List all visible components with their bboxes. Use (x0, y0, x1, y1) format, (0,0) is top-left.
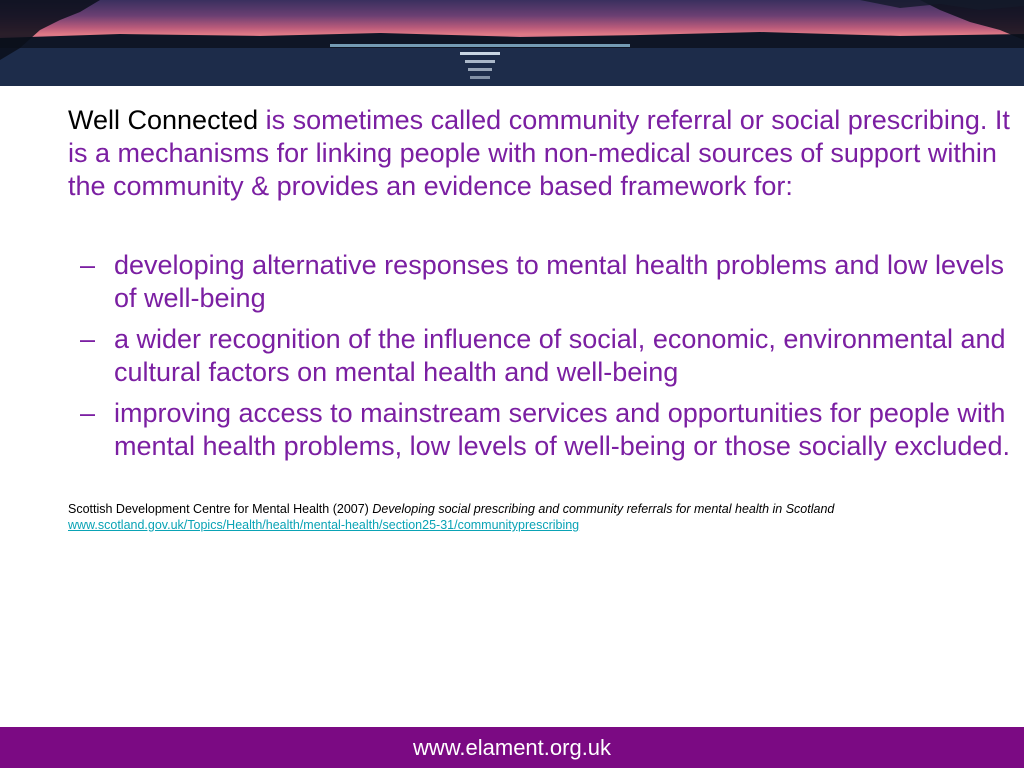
intro-paragraph (68, 104, 1013, 203)
citation-source: Scottish Development Centre for Mental Health (2007) (68, 502, 373, 516)
bullet-dash: – (80, 250, 96, 280)
citation-title: Developing social prescribing and community referrals for mental health in Scotland (372, 502, 835, 516)
bullet-item (80, 397, 1013, 463)
bullet-dash: – (80, 324, 96, 354)
bullet-dash: – (80, 398, 96, 428)
bullet-text: improving access to mainstream services and opportunities for people with mental health problems, low levels of well-being or those socially excluded. (114, 398, 1010, 461)
footer-bar (0, 727, 1024, 768)
banner-image (0, 0, 1024, 86)
bullet-text: developing alternative responses to mental health problems and low levels of well-being (114, 250, 1005, 313)
intro-rest: is sometimes called community referral or social prescribing. It is a mechanisms for linking people with non-medical sources of support within the community & provides an evidence based framework for: (68, 105, 1010, 201)
bullet-item (80, 323, 1013, 389)
lake-sunset-illustration (0, 0, 1024, 86)
citation (68, 501, 1013, 533)
intro-lead: Well Connected (68, 105, 259, 135)
slide-body (68, 104, 1013, 533)
bullet-list (80, 249, 1013, 463)
bullet-text: a wider recognition of the influence of social, economic, environmental and cultural factors on mental health and well-being (114, 324, 1006, 387)
citation-link[interactable]: www.scotland.gov.uk/Topics/Health/health/mental-health/section25-31/communityprescribing (68, 518, 580, 532)
footer-url[interactable]: www.elament.org.uk (412, 735, 612, 760)
bullet-item (80, 249, 1013, 315)
